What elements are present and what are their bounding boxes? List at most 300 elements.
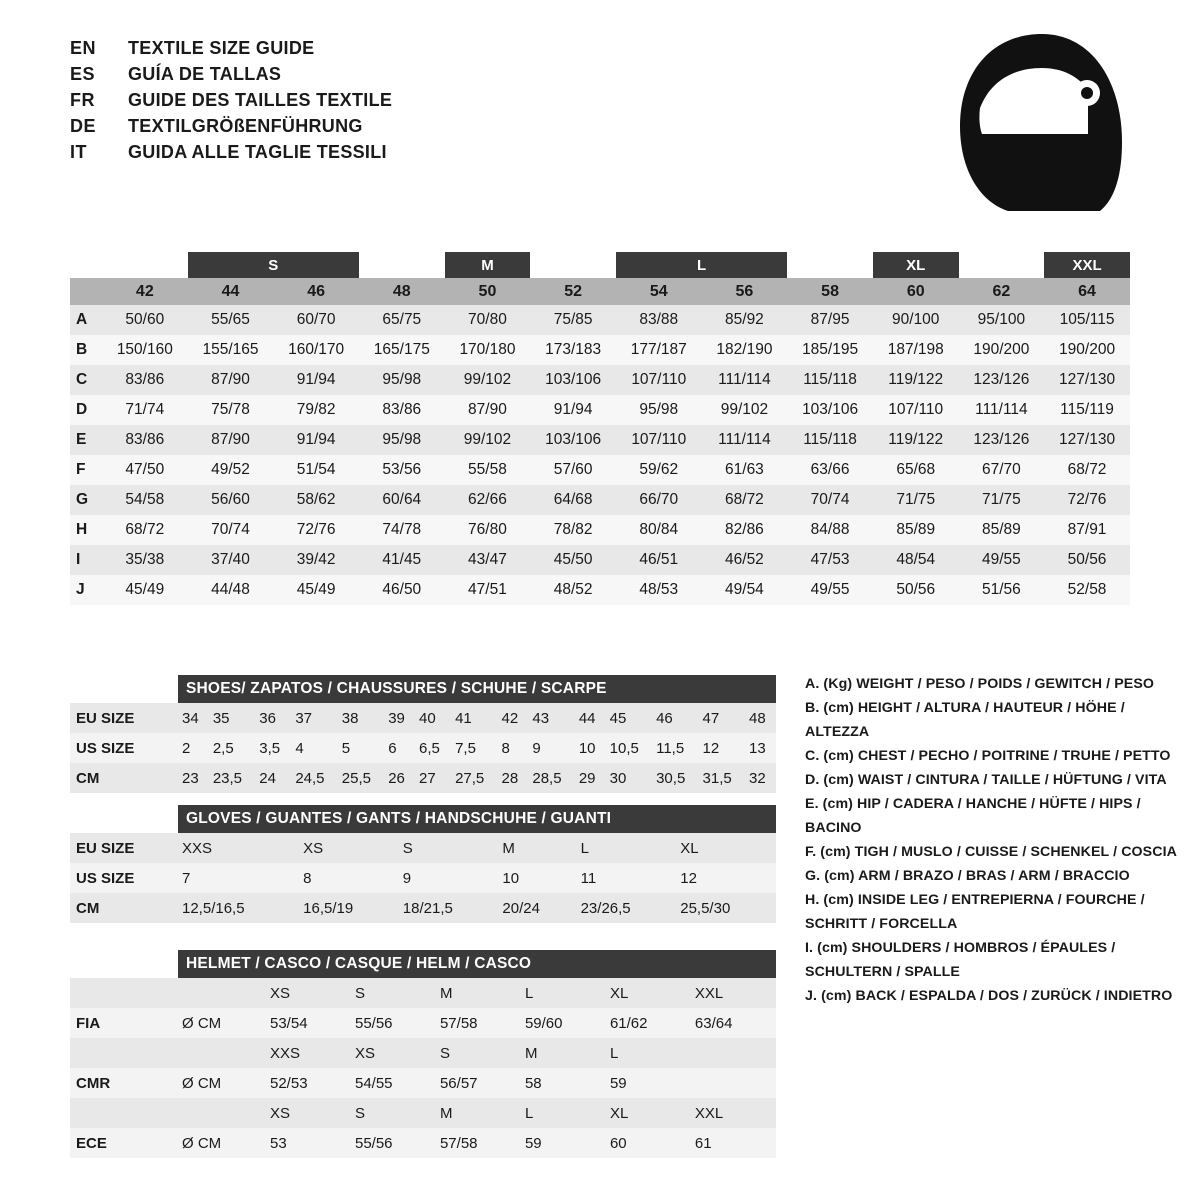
gloves-cell: 16,5/19: [299, 893, 399, 923]
header-text-es: GUÍA DE TALLAS: [128, 64, 282, 84]
measure-cell: 99/102: [702, 395, 788, 425]
measure-cell: 48/54: [873, 545, 959, 575]
measure-cell: 103/106: [530, 425, 616, 455]
shoes-cell: 8: [498, 733, 529, 763]
measure-cell: 75/85: [530, 305, 616, 335]
measure-cell: 44/48: [188, 575, 274, 605]
measure-cell: 160/170: [273, 335, 359, 365]
helmet-head-cell: L: [521, 1098, 606, 1128]
header-text-en: TEXTILE SIZE GUIDE: [128, 38, 315, 58]
shoes-cell: 6: [384, 733, 415, 763]
measure-cell: 55/65: [188, 305, 274, 335]
helmet-standard-ece: ECE: [70, 1128, 178, 1158]
measure-cell: 48/53: [616, 575, 702, 605]
shoes-cell: 31,5: [699, 763, 745, 793]
measure-cell: 119/122: [873, 365, 959, 395]
helmet-title-spacer: [70, 950, 178, 978]
measure-cell: 190/200: [959, 335, 1045, 365]
helmet-head-cell: [178, 978, 266, 1008]
header-row-de: [70, 116, 392, 142]
shoes-cell: 28: [498, 763, 529, 793]
measure-cell: 70/74: [188, 515, 274, 545]
helmet-head-cell: [178, 1098, 266, 1128]
shoes-cell: 13: [745, 733, 776, 763]
helmet-cell: 55/56: [351, 1128, 436, 1158]
measure-cell: 53/56: [359, 455, 445, 485]
size-group-empty: [530, 252, 616, 278]
shoes-cell: 45: [606, 703, 652, 733]
measure-cell: 155/165: [188, 335, 274, 365]
size-header-cell: 60: [873, 278, 959, 305]
gloves-cell: L: [577, 833, 677, 863]
gloves-cell: 18/21,5: [399, 893, 499, 923]
helmet-head-cell: [178, 1038, 266, 1068]
size-group-s: S: [188, 252, 359, 278]
shoes-cell: 39: [384, 703, 415, 733]
measure-cell: 85/89: [959, 515, 1045, 545]
shoes-cell: 11,5: [652, 733, 698, 763]
table-row: [70, 305, 1130, 335]
helmet-cell: 63/64: [691, 1008, 776, 1038]
gloves-table: [70, 805, 776, 923]
helmet-head-row: [70, 1098, 776, 1128]
measure-cell: 78/82: [530, 515, 616, 545]
measure-cell: 87/90: [445, 395, 531, 425]
measure-cell: 103/106: [787, 395, 873, 425]
measure-cell: 99/102: [445, 425, 531, 455]
measure-cell: 76/80: [445, 515, 531, 545]
helmet-head-cell: S: [351, 1098, 436, 1128]
size-group-xl: XL: [873, 252, 959, 278]
table-row: [70, 733, 776, 763]
measure-cell: 46/50: [359, 575, 445, 605]
table-row: [70, 763, 776, 793]
header-lang-de: DE: [70, 116, 97, 136]
table-row: [70, 515, 1130, 545]
measure-cell: 72/76: [1044, 485, 1130, 515]
measure-cell: 182/190: [702, 335, 788, 365]
size-header-cell: 64: [1044, 278, 1130, 305]
table-row: [70, 545, 1130, 575]
gloves-cell: 7: [178, 863, 299, 893]
shoes-title-spacer: [70, 675, 178, 703]
measure-cell: 95/98: [359, 425, 445, 455]
measure-cell: 62/66: [445, 485, 531, 515]
legend-line: C. (cm) CHEST / PECHO / POITRINE / TRUHE / PETTO: [805, 748, 1171, 764]
shoes-table: [70, 675, 776, 793]
measure-cell: 47/50: [102, 455, 188, 485]
measure-cell: 95/98: [359, 365, 445, 395]
measure-cell: 43/47: [445, 545, 531, 575]
measure-cell: 83/88: [616, 305, 702, 335]
gloves-row-label: CM: [70, 893, 178, 923]
size-group-empty: [102, 252, 188, 278]
measure-cell: 54/58: [102, 485, 188, 515]
measure-cell: 170/180: [445, 335, 531, 365]
shoes-cell: 46: [652, 703, 698, 733]
measure-cell: 107/110: [616, 365, 702, 395]
measure-cell: 165/175: [359, 335, 445, 365]
measure-cell: 63/66: [787, 455, 873, 485]
header-lang-it: IT: [70, 142, 87, 162]
size-header-cell: 42: [102, 278, 188, 305]
measure-cell: 46/51: [616, 545, 702, 575]
measure-cell: 49/54: [702, 575, 788, 605]
measure-cell: 61/63: [702, 455, 788, 485]
measure-cell: 45/49: [273, 575, 359, 605]
measure-cell: 87/90: [188, 425, 274, 455]
helmet-head-cell: XXS: [266, 1038, 351, 1068]
measure-cell: 66/70: [616, 485, 702, 515]
shoes-cell: 40: [415, 703, 451, 733]
measure-cell: 51/56: [959, 575, 1045, 605]
helmet-head-cell: XS: [266, 978, 351, 1008]
legend-line: J. (cm) BACK / ESPALDA / DOS / ZURÜCK / INDIETRO: [805, 988, 1173, 1004]
measure-cell: 80/84: [616, 515, 702, 545]
row-label-spacer: [70, 252, 102, 278]
measure-cell: 127/130: [1044, 365, 1130, 395]
measure-cell: 99/102: [445, 365, 531, 395]
measure-cell: 47/51: [445, 575, 531, 605]
measure-cell: 111/114: [959, 395, 1045, 425]
shoes-title-row: [70, 675, 776, 703]
helmet-head-row: [70, 978, 776, 1008]
size-header-cell: 54: [616, 278, 702, 305]
size-group-xxl: XXL: [1044, 252, 1130, 278]
measure-cell: 190/200: [1044, 335, 1130, 365]
helmet-cell: 60: [606, 1128, 691, 1158]
helmet-head-row: [70, 1038, 776, 1068]
measure-cell: 60/64: [359, 485, 445, 515]
shoes-cell: 5: [338, 733, 384, 763]
helmet-cell: 59: [521, 1128, 606, 1158]
shoes-title: SHOES/ ZAPATOS / CHAUSSURES / SCHUHE / SCARPE: [178, 675, 776, 703]
header-lang-fr: FR: [70, 90, 95, 110]
shoes-cell: 23,5: [209, 763, 255, 793]
measure-cell: 37/40: [188, 545, 274, 575]
measure-label-D: D: [70, 395, 102, 425]
header-text-de: TEXTILGRÖßENFÜHRUNG: [128, 116, 363, 136]
gloves-cell: XXS: [178, 833, 299, 863]
shoes-cell: 38: [338, 703, 384, 733]
measure-cell: 65/68: [873, 455, 959, 485]
header-text-it: GUIDA ALLE TAGLIE TESSILI: [128, 142, 387, 162]
measure-cell: 107/110: [873, 395, 959, 425]
shoes-cell: 47: [699, 703, 745, 733]
measure-label-J: J: [70, 575, 102, 605]
measure-cell: 56/60: [188, 485, 274, 515]
measure-cell: 123/126: [959, 425, 1045, 455]
measure-cell: 71/75: [959, 485, 1045, 515]
shoes-cell: 2: [178, 733, 209, 763]
measure-cell: 90/100: [873, 305, 959, 335]
legend-line: F. (cm) TIGH / MUSLO / CUISSE / SCHENKEL / COSCIA: [805, 844, 1177, 860]
shoes-cell: 9: [528, 733, 574, 763]
size-group-empty: [359, 252, 445, 278]
measure-cell: 60/70: [273, 305, 359, 335]
gloves-cell: S: [399, 833, 499, 863]
measure-cell: 41/45: [359, 545, 445, 575]
shoes-cell: 26: [384, 763, 415, 793]
measure-cell: 45/50: [530, 545, 616, 575]
helmet-head-cell: L: [606, 1038, 691, 1068]
helmet-cell: 55/56: [351, 1008, 436, 1038]
measure-cell: 70/74: [787, 485, 873, 515]
shoes-cell: 43: [528, 703, 574, 733]
measure-cell: 83/86: [359, 395, 445, 425]
table-row: [70, 1068, 776, 1098]
table-row: [70, 703, 776, 733]
gloves-cell: 25,5/30: [676, 893, 776, 923]
measure-cell: 68/72: [1044, 455, 1130, 485]
measure-label-I: I: [70, 545, 102, 575]
shoes-cell: 6,5: [415, 733, 451, 763]
measure-cell: 111/114: [702, 365, 788, 395]
measure-cell: 82/86: [702, 515, 788, 545]
shoes-cell: 35: [209, 703, 255, 733]
helmet-head-cell: S: [351, 978, 436, 1008]
legend-line: SCHRITT / FORCELLA: [805, 916, 958, 932]
helmet-title: HELMET / CASCO / CASQUE / HELM / CASCO: [178, 950, 776, 978]
shoes-cell: 36: [255, 703, 291, 733]
helmet-head-cell: S: [436, 1038, 521, 1068]
gloves-cell: 12,5/16,5: [178, 893, 299, 923]
helmet-cell: 54/55: [351, 1068, 436, 1098]
gloves-cell: 12: [676, 863, 776, 893]
measure-cell: 65/75: [359, 305, 445, 335]
measure-cell: 91/94: [273, 425, 359, 455]
measure-cell: 83/86: [102, 425, 188, 455]
helmet-cell: 61: [691, 1128, 776, 1158]
shoes-cell: 24,5: [291, 763, 337, 793]
measure-cell: 51/54: [273, 455, 359, 485]
helmet-standard-fia: FIA: [70, 1008, 178, 1038]
shoes-cell: 4: [291, 733, 337, 763]
gloves-cell: 10: [498, 863, 576, 893]
header: [70, 38, 392, 168]
shoes-cell: 30: [606, 763, 652, 793]
legend-line: SCHULTERN / SPALLE: [805, 964, 960, 980]
helmet-cell: [691, 1068, 776, 1098]
measure-cell: 119/122: [873, 425, 959, 455]
helmet-cell: Ø CM: [178, 1068, 266, 1098]
shoes-cell: 34: [178, 703, 209, 733]
measure-cell: 83/86: [102, 365, 188, 395]
helmet-cell: 53: [266, 1128, 351, 1158]
helmet-cell: 58: [521, 1068, 606, 1098]
helmet-cell: 56/57: [436, 1068, 521, 1098]
table-row: [70, 893, 776, 923]
helmet-cell: 57/58: [436, 1128, 521, 1158]
shoes-cell: 23: [178, 763, 209, 793]
measure-cell: 107/110: [616, 425, 702, 455]
helmet-cell: 57/58: [436, 1008, 521, 1038]
measure-label-G: G: [70, 485, 102, 515]
measure-cell: 57/60: [530, 455, 616, 485]
measure-cell: 79/82: [273, 395, 359, 425]
measure-cell: 64/68: [530, 485, 616, 515]
measure-cell: 177/187: [616, 335, 702, 365]
measure-cell: 123/126: [959, 365, 1045, 395]
measure-cell: 127/130: [1044, 425, 1130, 455]
measure-cell: 91/94: [273, 365, 359, 395]
measure-cell: 71/75: [873, 485, 959, 515]
measure-label-C: C: [70, 365, 102, 395]
textile-size-table: [70, 252, 1130, 605]
helmet-cell: 52/53: [266, 1068, 351, 1098]
shoes-cell: 28,5: [528, 763, 574, 793]
legend-line: H. (cm) INSIDE LEG / ENTREPIERNA / FOURCHE /: [805, 892, 1145, 908]
shoes-cell: 24: [255, 763, 291, 793]
shoes-cell: 30,5: [652, 763, 698, 793]
size-header-label: [70, 278, 102, 305]
measure-cell: 115/118: [787, 425, 873, 455]
gloves-cell: 20/24: [498, 893, 576, 923]
table-row: [70, 1128, 776, 1158]
measure-cell: 115/119: [1044, 395, 1130, 425]
helmet-cell: Ø CM: [178, 1128, 266, 1158]
measure-cell: 70/80: [445, 305, 531, 335]
table-row: [70, 365, 1130, 395]
helmet-head-cell: XXL: [691, 978, 776, 1008]
measure-cell: 72/76: [273, 515, 359, 545]
gloves-title-row: [70, 805, 776, 833]
table-row: [70, 1008, 776, 1038]
measure-cell: 71/74: [102, 395, 188, 425]
shoes-cell: 29: [575, 763, 606, 793]
size-group-m: M: [445, 252, 531, 278]
shoes-cell: 10: [575, 733, 606, 763]
measure-cell: 49/52: [188, 455, 274, 485]
header-row-it: [70, 142, 392, 168]
measure-cell: 95/100: [959, 305, 1045, 335]
shoes-cell: 44: [575, 703, 606, 733]
gloves-cell: 23/26,5: [577, 893, 677, 923]
helmet-head-label: [70, 1098, 178, 1128]
size-header-row: [70, 278, 1130, 305]
header-lang-en: EN: [70, 38, 97, 58]
gloves-title-spacer: [70, 805, 178, 833]
measure-cell: 173/183: [530, 335, 616, 365]
shoes-cell: 37: [291, 703, 337, 733]
legend-line: G. (cm) ARM / BRAZO / BRAS / ARM / BRACCIO: [805, 868, 1130, 884]
measure-cell: 50/60: [102, 305, 188, 335]
helmet-cell: Ø CM: [178, 1008, 266, 1038]
measure-cell: 59/62: [616, 455, 702, 485]
measure-cell: 84/88: [787, 515, 873, 545]
table-row: [70, 863, 776, 893]
legend-line: D. (cm) WAIST / CINTURA / TAILLE / HÜFTUNG / VITA: [805, 772, 1167, 788]
measure-cell: 45/49: [102, 575, 188, 605]
measure-cell: 150/160: [102, 335, 188, 365]
size-header-cell: 48: [359, 278, 445, 305]
helmet-head-cell: M: [436, 1098, 521, 1128]
shoes-cell: 48: [745, 703, 776, 733]
measure-cell: 49/55: [787, 575, 873, 605]
gloves-cell: M: [498, 833, 576, 863]
header-row-fr: [70, 90, 392, 116]
measure-cell: 85/92: [702, 305, 788, 335]
table-row: [70, 485, 1130, 515]
shoes-cell: 27,5: [451, 763, 497, 793]
size-header-cell: 44: [188, 278, 274, 305]
measure-cell: 39/42: [273, 545, 359, 575]
table-row: [70, 335, 1130, 365]
measure-label-B: B: [70, 335, 102, 365]
table-row: [70, 575, 1130, 605]
header-lang-es: ES: [70, 64, 96, 84]
legend-line: E. (cm) HIP / CADERA / HANCHE / HÜFTE / HIPS / BACINO: [805, 796, 1141, 836]
measure-cell: 85/89: [873, 515, 959, 545]
measure-label-F: F: [70, 455, 102, 485]
measure-cell: 103/106: [530, 365, 616, 395]
measure-cell: 111/114: [702, 425, 788, 455]
table-row: [70, 833, 776, 863]
table-row: [70, 425, 1130, 455]
measure-cell: 67/70: [959, 455, 1045, 485]
header-row-es: [70, 64, 392, 90]
header-row-en: [70, 38, 392, 64]
measure-cell: 46/52: [702, 545, 788, 575]
legend-line: A. (Kg) WEIGHT / PESO / POIDS / GEWITCH / PESO: [805, 676, 1155, 692]
shoes-row-label: EU SIZE: [70, 703, 178, 733]
measure-cell: 75/78: [188, 395, 274, 425]
measure-cell: 52/58: [1044, 575, 1130, 605]
measure-cell: 105/115: [1044, 305, 1130, 335]
shoes-row-label: US SIZE: [70, 733, 178, 763]
size-header-cell: 62: [959, 278, 1045, 305]
measure-label-A: A: [70, 305, 102, 335]
measure-cell: 187/198: [873, 335, 959, 365]
shoes-cell: 42: [498, 703, 529, 733]
helmet-cell: 53/54: [266, 1008, 351, 1038]
helmet-head-cell: XL: [606, 1098, 691, 1128]
shoes-row-label: CM: [70, 763, 178, 793]
helmet-head-cell: XL: [606, 978, 691, 1008]
helmet-standard-cmr: CMR: [70, 1068, 178, 1098]
measure-cell: 48/52: [530, 575, 616, 605]
measure-cell: 68/72: [702, 485, 788, 515]
shoes-cell: 27: [415, 763, 451, 793]
helmet-head-cell: [691, 1038, 776, 1068]
shoes-cell: 12: [699, 733, 745, 763]
shoes-cell: 32: [745, 763, 776, 793]
table-row: [70, 395, 1130, 425]
size-group-l: L: [616, 252, 787, 278]
measure-cell: 47/53: [787, 545, 873, 575]
measure-cell: 58/62: [273, 485, 359, 515]
helmet-head-label: [70, 978, 178, 1008]
helmet-head-cell: XXL: [691, 1098, 776, 1128]
size-header-cell: 52: [530, 278, 616, 305]
helmet-title-row: [70, 950, 776, 978]
measure-cell: 87/90: [188, 365, 274, 395]
helmet-table: [70, 950, 776, 1158]
helmet-head-cell: L: [521, 978, 606, 1008]
gloves-row-label: EU SIZE: [70, 833, 178, 863]
measure-label-H: H: [70, 515, 102, 545]
helmet-head-cell: M: [521, 1038, 606, 1068]
measure-label-E: E: [70, 425, 102, 455]
shoes-cell: 2,5: [209, 733, 255, 763]
size-header-cell: 58: [787, 278, 873, 305]
table-row: [70, 455, 1130, 485]
measure-cell: 50/56: [1044, 545, 1130, 575]
gloves-title: GLOVES / GUANTES / GANTS / HANDSCHUHE / GUANTI: [178, 805, 776, 833]
size-header-cell: 56: [702, 278, 788, 305]
size-group-empty: [787, 252, 873, 278]
gloves-cell: XS: [299, 833, 399, 863]
